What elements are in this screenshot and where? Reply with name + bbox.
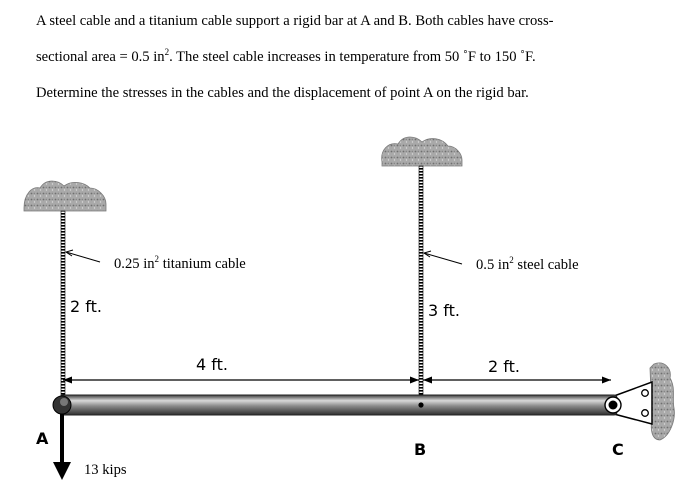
attachment-end-a-highlight [60, 398, 68, 406]
dimension-b-to-c: 2 ft. [488, 357, 520, 376]
rigid-bar [60, 395, 617, 415]
pin-c-inner [609, 401, 618, 410]
bracket-bolt-bottom [642, 410, 649, 417]
steel-leader-line [424, 253, 462, 264]
dimension-arrow-c [602, 377, 611, 384]
titanium-cable-label: 0.25 $in^2$ titanium cable [114, 254, 246, 272]
attachment-point-b [418, 402, 423, 407]
titanium-leader-line [66, 252, 100, 262]
load-label: 13 kips [84, 462, 127, 478]
dimension-a-to-b: 4 ft. [196, 355, 228, 374]
load-arrow-head [53, 462, 71, 480]
dimension-arrow-b-left [410, 377, 419, 384]
steel-cable [419, 166, 423, 396]
dimension-arrow-b-right [423, 377, 432, 384]
problem-line-2: sectional area = 0.5 $in^2$. The steel cable increases in temperature from 50 ˚F to 150 ˚F. [36, 47, 536, 65]
point-c-label: C [612, 440, 624, 459]
steel-cable-label: 0.5 $in^2$ steel cable [476, 255, 579, 273]
steel-length-dimension: 3 ft. [428, 301, 460, 320]
problem-line-1: A steel cable and a titanium cable support a rigid bar at A and B. Both cables have cross- [36, 13, 554, 29]
point-a-label: A [36, 429, 49, 448]
wall-support-c [650, 363, 674, 440]
titanium-length-dimension: 2 ft. [70, 297, 102, 316]
titanium-ground-support [24, 181, 106, 211]
steel-ground-support [382, 137, 462, 166]
titanium-cable [61, 211, 65, 396]
problem-line-3: Determine the stresses in the cables and the displacement of point A on the rigid bar. [36, 85, 529, 101]
point-b-label: B [414, 440, 427, 459]
bracket-bolt-top [642, 390, 649, 397]
